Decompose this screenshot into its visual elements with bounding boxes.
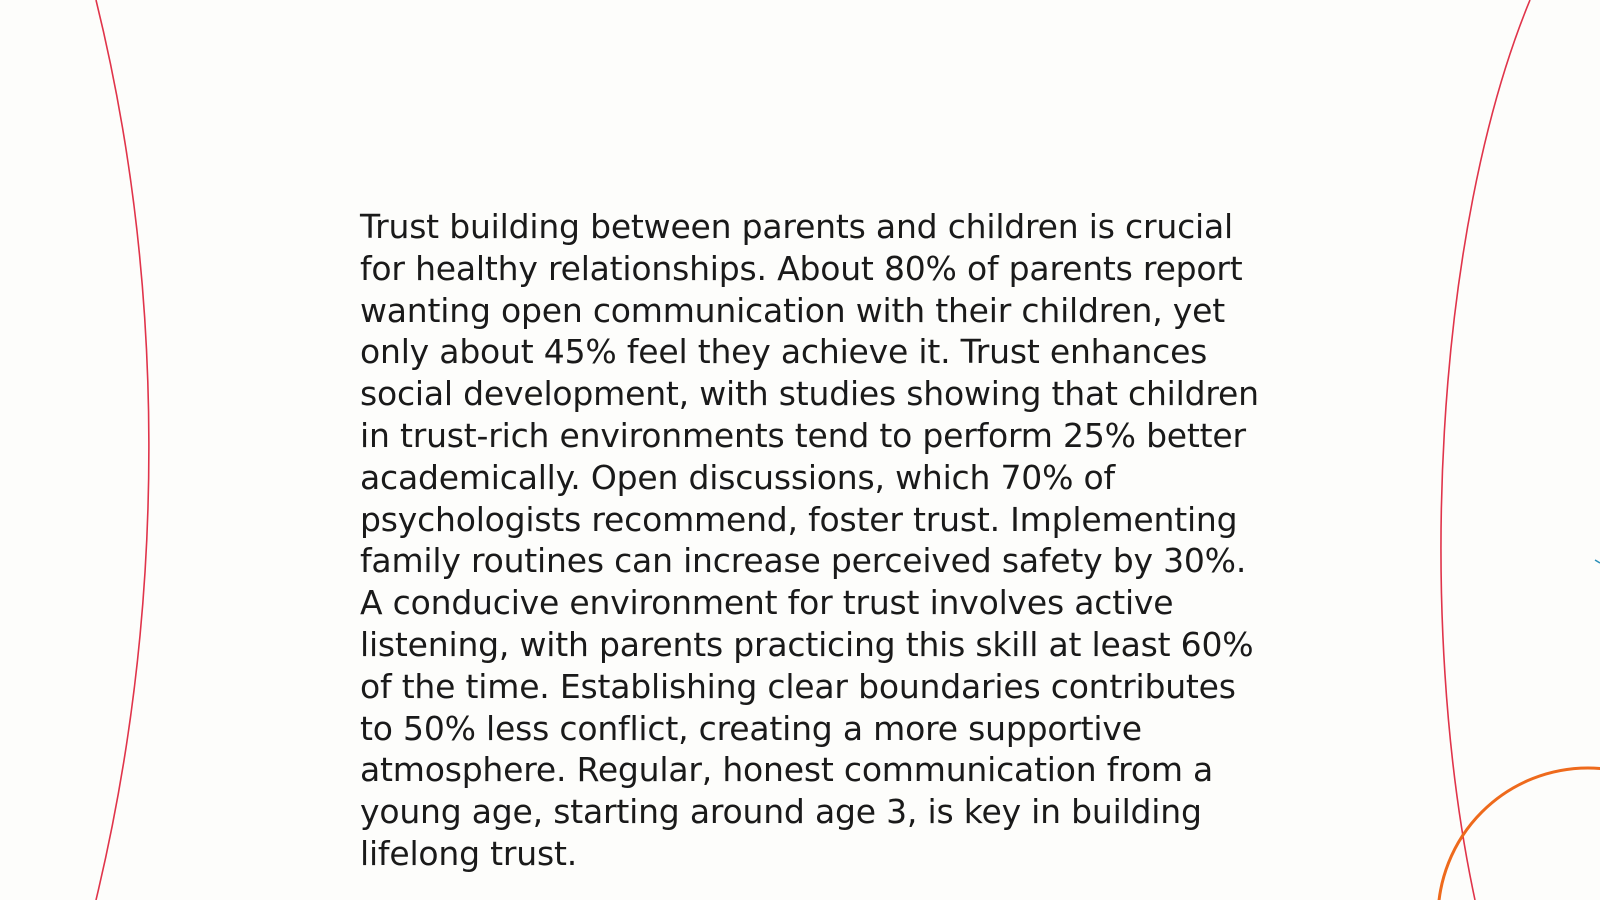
left-curve-decoration [96, 0, 149, 900]
body-paragraph: Trust building between parents and children is crucial for healthy relationships. About 80% of parents report wanting open communication with their children, yet only about 45% feel they achieve it. Trust enhances social development, with studies showing that children in trust-rich environments tend to perform 25% better academically. Open discussions, which 70% of psychologists recommend, foster trust. Implementing family routines can increase perceived safety by 30%. A conducive environment for trust involves active listening, with parents practicing this skill at least 60% of the time. Establishing clear boundaries contributes to 50% less conflict, creating a more supportive atmosphere. Regular, honest communication from a young age, starting around age 3, is key in building lifelong trust. [360, 207, 1259, 873]
small-accent-mark [1595, 560, 1600, 563]
orange-circle-decoration [1438, 768, 1600, 900]
right-curve-decoration [1441, 0, 1530, 900]
